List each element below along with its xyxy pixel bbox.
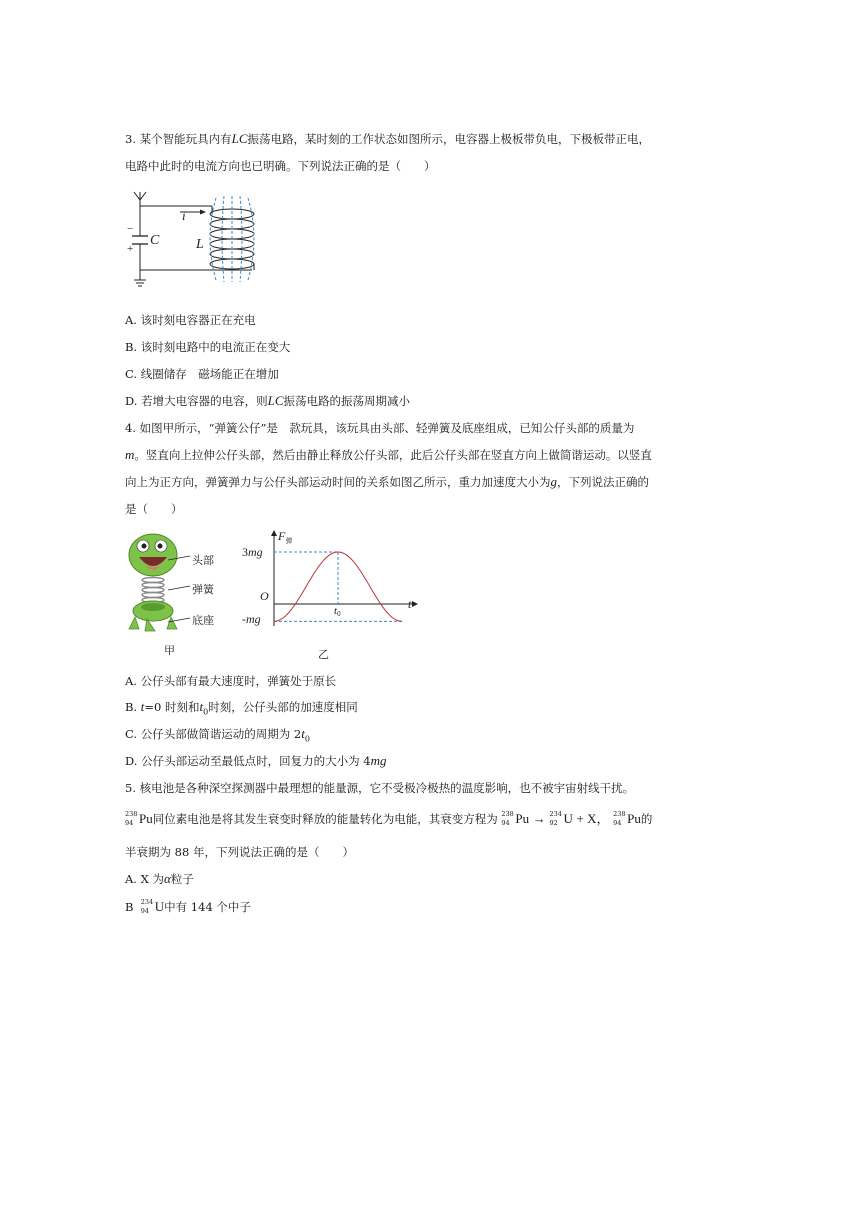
y-tick-label-min: -mg xyxy=(242,612,261,626)
q4-option-c: C. 公仔头部做简谐运动的周期为 $2t_0$ xyxy=(125,726,310,744)
q3-stem-line2: 电路中此时的电流方向也已明确。下列说法正确的是（ ） xyxy=(125,159,436,173)
q5-stem-line1: 5. 核电池是各种深空探测器中最理想的能量源，它不受极冷极热的温度影响，也不被宇宙射线干扰。 xyxy=(125,781,635,795)
ground-icon xyxy=(134,280,146,286)
q4-stem-line3: 向上为正方向，弹簧弹力与公仔头部运动时间的关系如图乙所示，重力加速度大小为g，下列说法正确的 xyxy=(125,474,649,489)
q3-lc-symbol: LC xyxy=(231,131,248,146)
x-axis-label: t xyxy=(408,597,412,611)
x-axis-arrow-icon xyxy=(412,601,418,607)
q3-stem-text-b: 振荡电路，某时刻的工作状态如图所示，电容器上极板带负电，下极板带正电， xyxy=(247,132,651,146)
y-axis-arrow-icon xyxy=(271,530,277,536)
figure-caption-jia: 甲 xyxy=(164,644,175,657)
capacitor-label: C xyxy=(150,233,160,248)
q4-option-d: D. 公仔头部运动至最低点时，回复力的大小为 4mg xyxy=(125,753,387,768)
toy-pointer-lines xyxy=(168,548,194,628)
toy-label-head: 头部 xyxy=(192,554,214,567)
toy-label-spring: 弹簧 xyxy=(192,583,214,596)
capacitor-plus-sign: + xyxy=(127,243,134,255)
q3-stem-text: 3. 某个智能玩具内有 xyxy=(125,132,232,146)
pu-nuclide-prefix: 238 94 xyxy=(125,810,138,827)
lc-circuit-figure xyxy=(120,188,270,293)
q5-stem-line3: 半衰期为 88 年，下列说法正确的是（ ） xyxy=(125,845,354,859)
q4-stem-line4: 是（ ） xyxy=(125,502,183,516)
figure-caption-yi: 乙 xyxy=(318,648,329,661)
q5-option-a: A. X 为α粒子 xyxy=(125,871,194,886)
toy-label-base: 底座 xyxy=(192,614,214,627)
q4-stem-line1: 4. 如图甲所示，“弹簧公仔”是 款玩具，该玩具由头部、轻弹簧及底座组成，已知公仔头部的质量为 xyxy=(125,421,635,435)
q3-option-c: C. 线圈储存 磁场能正在增加 xyxy=(125,367,279,381)
antenna-icon xyxy=(134,192,146,206)
y-tick-label-max: 3mg xyxy=(242,545,263,559)
inductor-label: L xyxy=(196,237,204,252)
q5-stem-line2: 238 94 Pu同位素电池是将其发生衰变时释放的能量转化为电能，其衰变方程为 238 94 Pu → 234 92 U + X， 238 94 Pu的 xyxy=(125,810,653,827)
current-label: i xyxy=(182,208,186,223)
q3-option-d: D. 若增大电容器的电容，则LC振荡电路的振荡周期减小 xyxy=(125,393,411,408)
q3-option-b: B. 该时刻电路中的电流正在变大 xyxy=(125,340,291,354)
force-time-graph xyxy=(240,528,420,628)
y-axis-label: $F_弹$ xyxy=(278,529,293,545)
q3-option-a: A. 该时刻电容器正在充电 xyxy=(125,313,256,327)
x-tick-label-t0: t0 xyxy=(334,605,341,618)
q4-option-b: B. t=0 时刻和$t_0$时刻，公仔头部的加速度相同 xyxy=(125,699,358,717)
q5-option-b: B 234 94 U中有 144 个中子 xyxy=(125,898,251,915)
q4-stem-line2: m。竖直向上拉伸公仔头部，然后由静止释放公仔头部，此后公仔头部在竖直方向上做简谐运动。以竖直 xyxy=(125,447,652,462)
capacitor-minus-sign: − xyxy=(127,223,134,235)
origin-label: O xyxy=(260,589,269,603)
q3-stem-line1 xyxy=(125,131,650,147)
q4-option-a: A. 公仔头部有最大速度时，弹簧处于原长 xyxy=(125,674,337,688)
